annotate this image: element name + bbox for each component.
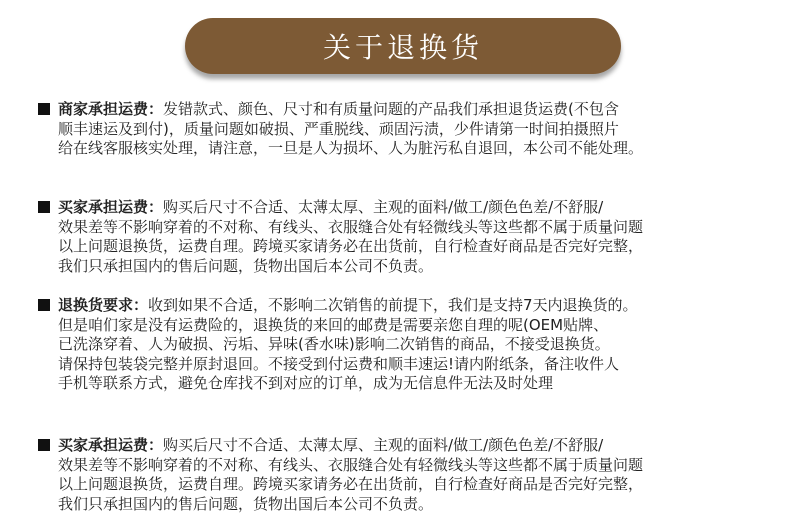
section-text-line: 收到如果不合适，不影响二次销售的前提下，我们是支持7天内退换货的。: [148, 296, 638, 314]
section-label: 商家承担运费：: [58, 100, 164, 118]
square-bullet-icon: [38, 299, 50, 311]
section-text-line: 我们只承担国内的售后问题，货物出国后本公司不负责。: [58, 256, 434, 275]
section-text-line: 购买后尺寸不合适、太薄太厚、主观的面料/做工/颜色色差/不舒服/: [163, 436, 604, 454]
section-text-line: 发错款式、颜色、尺寸和有质量问题的产品我们承担退货运费(不包含: [163, 100, 619, 118]
square-bullet-icon: [38, 201, 50, 213]
square-bullet-icon: [38, 103, 50, 115]
section-buyer-shipping: [38, 198, 778, 276]
section-buyer-shipping-repeat: [38, 436, 778, 514]
section-text-line: 顺丰速运及到付)，质量问题如破损、严重脱线、顽固污渍，少件请第一时间拍摄照片: [58, 119, 619, 138]
section-text-line: 给在线客服核实处理，请注意，一旦是人为损坏、人为脏污私自退回，本公司不能处理。: [58, 139, 644, 157]
section-text-line: 我们只承担国内的售后问题，货物出国后本公司不负责。: [58, 494, 434, 513]
section-text-line: 效果差等不影响穿着的不对称、有线头、衣服缝合处有轻微线头等这些都不属于质量问题: [58, 455, 644, 474]
section-return-requirements: [38, 296, 778, 394]
section-seller-shipping: [38, 100, 778, 159]
square-bullet-icon: [38, 439, 50, 451]
section-text-line: 以上问题退换货，运费自理。跨境买家请务必在出货前，自行检查好商品是否完好完整，: [58, 237, 644, 255]
section-text-line: 请保持包装袋完整并原封退回。不接受到付运费和顺丰速运!请内附纸条，备注收件人: [58, 354, 620, 373]
section-text-line: 但是咱们家是没有运费险的，退换货的来回的邮费是需要亲您自理的呢(OEM贴牌、: [58, 315, 609, 334]
page-title: 关于退换货: [322, 31, 483, 64]
section-text-line: 以上问题退换货，运费自理。跨境买家请务必在出货前，自行检查好商品是否完好完整，: [58, 475, 644, 493]
section-label: 买家承担运费：: [58, 436, 164, 454]
header-banner: [185, 18, 621, 74]
section-text-line: 购买后尺寸不合适、太薄太厚、主观的面料/做工/颜色色差/不舒服/: [163, 198, 604, 216]
section-text-line: 已洗涤穿着、人为破损、污垢、异味(香水味)影响二次销售的商品，不接受退换货。: [58, 335, 610, 353]
section-label: 买家承担运费：: [58, 198, 164, 216]
section-text-line: 效果差等不影响穿着的不对称、有线头、衣服缝合处有轻微线头等这些都不属于质量问题: [58, 217, 644, 236]
section-label: 退换货要求：: [58, 296, 149, 314]
section-text-line: 手机等联系方式，避免仓库找不到对应的订单，成为无信息件无法及时处理: [58, 374, 554, 392]
